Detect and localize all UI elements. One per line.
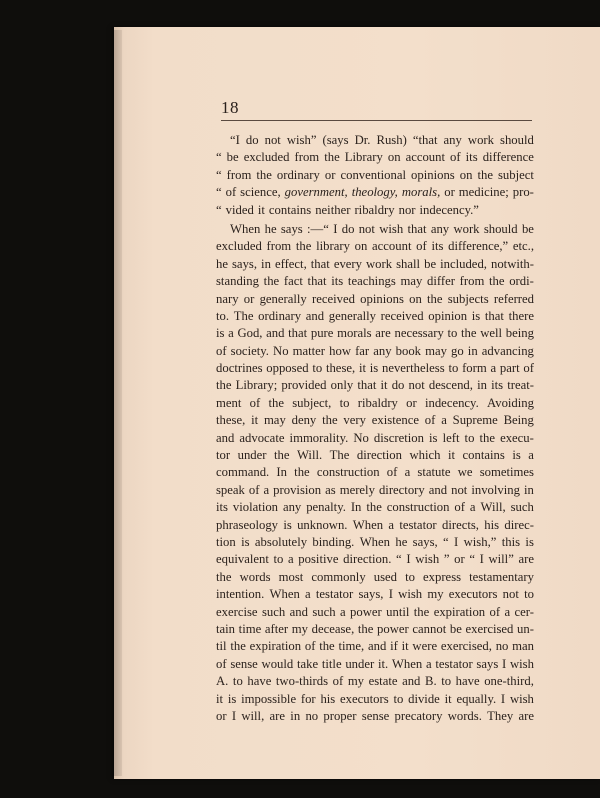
text-line: doctrines opposed to these, it is nevertheless to form a part of — [216, 361, 534, 376]
text-line: “ from the ordinary or conventional opinions on the subject — [216, 167, 534, 182]
text-line: “I do not wish” (says Dr. Rush) “that any work should — [230, 133, 534, 147]
text-line: exercise such and such a power until the expiration of a cer- — [216, 604, 534, 619]
text-line: “ vided it contains neither ribaldry nor indecency.” — [216, 202, 479, 217]
text-line: When he says :—“ I do not wish that any work should be — [230, 221, 534, 236]
header-rule — [221, 120, 532, 121]
text-line: tion is absolutely binding. When he says, “ I wish,” this is — [216, 534, 534, 549]
text-line: A. to have two-thirds of my estate and B. to have one-third, — [216, 674, 534, 689]
text-line: these, it may deny the very existence of a Supreme Being — [216, 413, 534, 428]
text-line: or I will, are in no proper sense precatory words. They are — [216, 708, 534, 723]
text-line: its violation any penalty. In the construction of a Will, such — [216, 500, 534, 515]
text-line: til the expiration of the time, and if it were exercised, no man — [216, 639, 534, 654]
text-line: phraseology is unknown. When a testator directs, his direc- — [216, 517, 534, 532]
text-line: he says, in effect, that every work shall be included, notwith- — [216, 256, 534, 271]
text-line: tain time after my decease, the power cannot be exercised un- — [216, 621, 534, 636]
text-line: ment of the subject, to ribaldry or indecency. Avoiding — [216, 395, 534, 410]
text-line: the Library; provided only that it do not descend, in its treat- — [216, 378, 534, 393]
text-line: standing the fact that its teachings may differ from the ordi- — [216, 274, 534, 289]
text-line: tor under the Will. The direction which it contains is a — [216, 448, 534, 463]
text-line: the words most commonly used to express testamentary — [216, 569, 534, 584]
text-line: of sense would take title under it. When a testator says I wish — [216, 656, 534, 671]
text-line: of society. No matter how far any book may go in advancing — [216, 343, 534, 358]
text-line: to. The ordinary and generally received opinion is that there — [216, 308, 534, 323]
body-text — [216, 132, 534, 725]
text-line: “ of science, government, theology, morals, or medicine; pro- — [216, 185, 534, 200]
text-line: and advocate immorality. No discretion is left to the execu- — [216, 430, 534, 445]
text-line: excluded from the library on account of its difference,” etc., — [216, 239, 534, 254]
text-line: is a God, and that pure morals are necessary to the well being — [216, 326, 534, 341]
text-line: speak of a provision as merely directory and not involving in — [216, 482, 534, 497]
text-line: command. In the construction of a statute we sometimes — [216, 465, 534, 480]
page-gutter-edge — [114, 30, 122, 776]
text-line: “ be excluded from the Library on account of its difference — [216, 150, 534, 165]
text-line: nary or generally received opinions on the subjects referred — [216, 291, 534, 306]
text-line: it is impossible for his executors to divide it equally. I wish — [216, 691, 534, 706]
text-line: equivalent to a positive direction. “ I wish ” or “ I will” are — [216, 552, 534, 567]
page-number: 18 — [221, 98, 239, 117]
text-line: intention. When a testator says, I wish my executors not to — [216, 587, 534, 602]
